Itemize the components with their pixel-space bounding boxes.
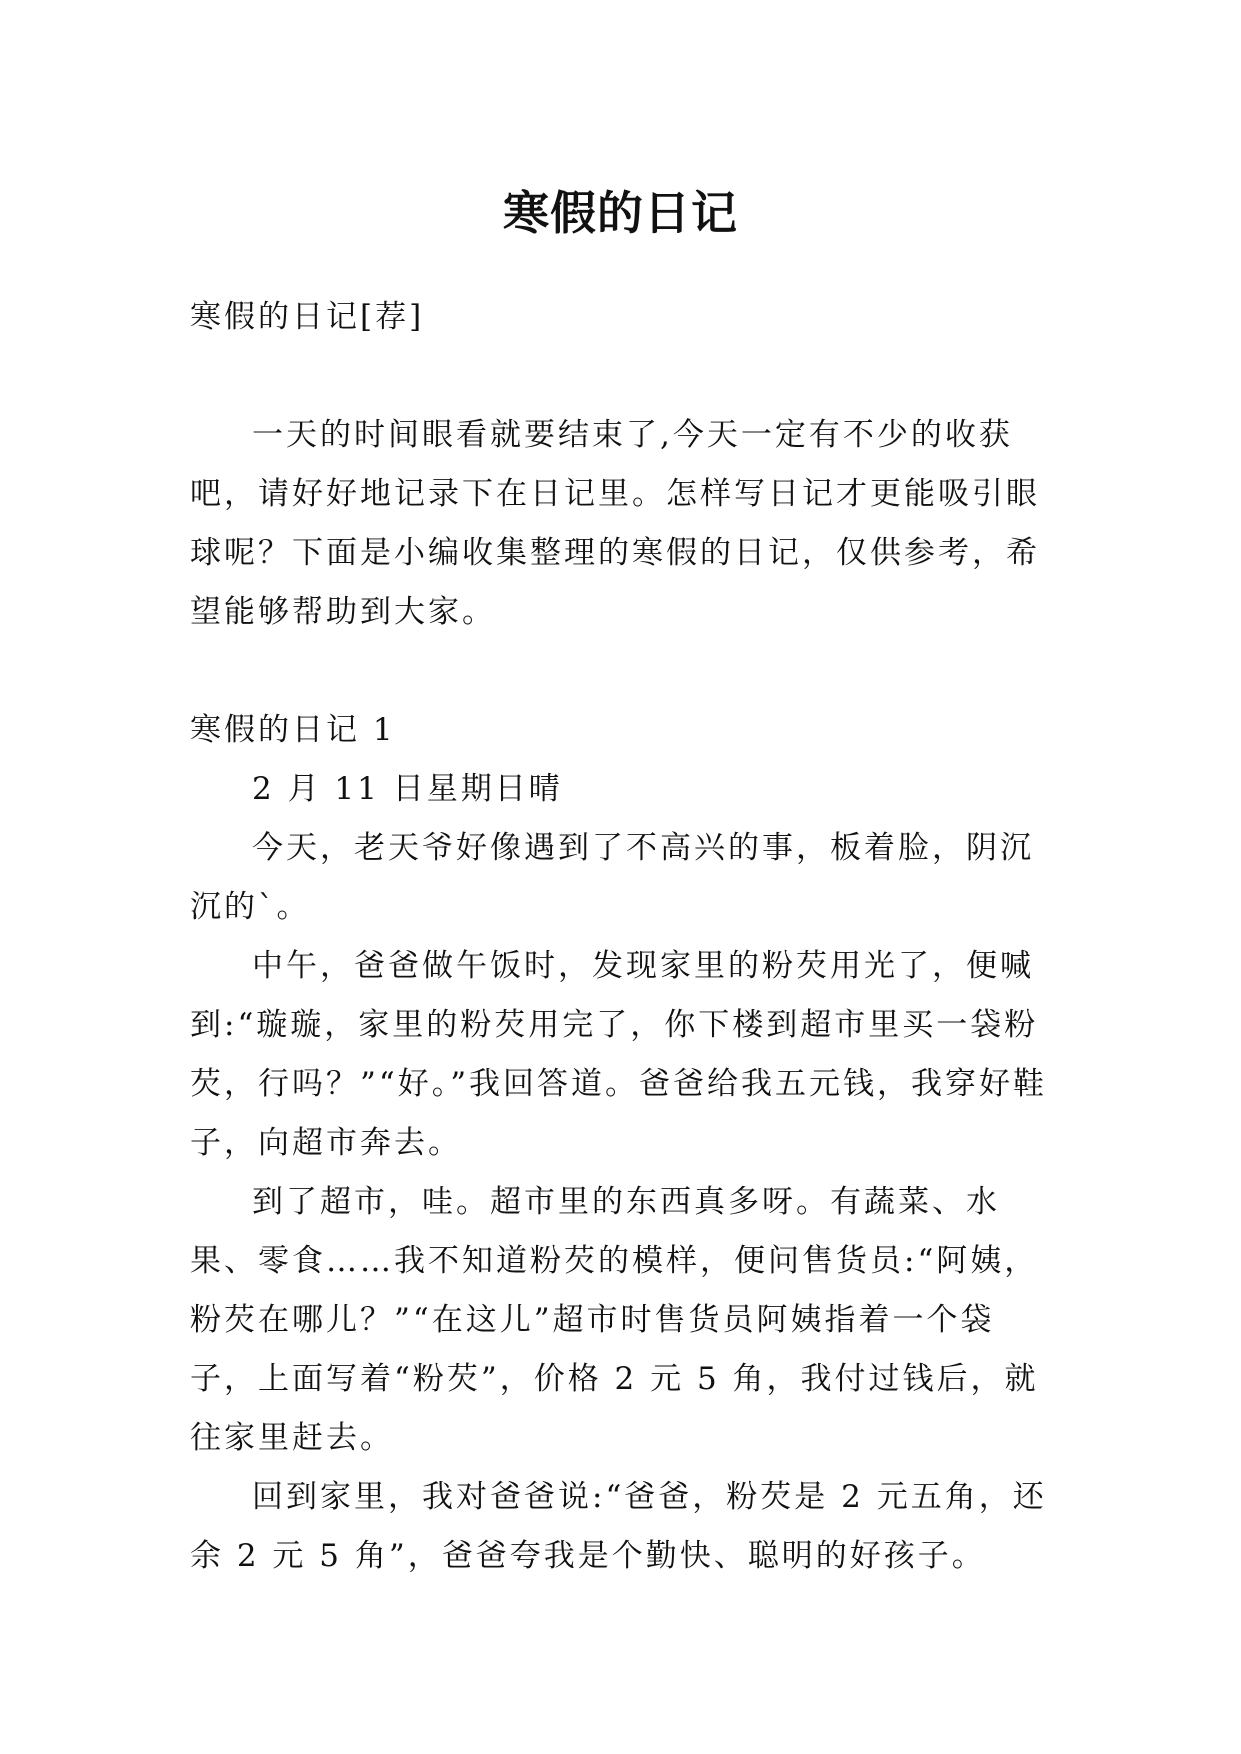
- spacer: [190, 642, 1060, 701]
- section-heading: 寒假的日记 1: [190, 712, 396, 748]
- document-body: [190, 288, 1060, 1586]
- document-subtitle: 寒假的日记[荐]: [190, 299, 425, 335]
- body-paragraph: 今天，老天爷好像遇到了不高兴的事，板着脸，阴沉沉的`。: [190, 830, 1034, 925]
- body-paragraph: 回到家里，我对爸爸说:“爸爸，粉芡是 2 元五角，还余 2 元 5 角”，爸爸夸我是个勤快、聪明的好孩子。: [190, 1479, 1047, 1574]
- spacer: [190, 347, 1060, 406]
- body-paragraph: 到了超市，哇。超市里的东西真多呀。有蔬菜、水果、零食……我不知道粉芡的模样，便问售货员:“阿姨，粉芡在哪儿？”“在这儿”超市时售货员阿姨指着一个袋子，上面写着“粉芡”，价格 2 元 5 角，我付过钱后，就往家里赶去。: [190, 1184, 1039, 1456]
- date-line: 2 月 11 日星期日晴: [252, 771, 563, 807]
- document-title: 寒假的日记: [503, 185, 738, 240]
- intro-paragraph: 一天的时间眼看就要结束了,今天一定有不少的收获吧，请好好地记录下在日记里。怎样写日记才更能吸引眼球呢？下面是小编收集整理的寒假的日记，仅供参考，希望能够帮助到大家。: [190, 417, 1040, 630]
- body-paragraph: 中午，爸爸做午饭时，发现家里的粉芡用光了，便喊到:“璇璇，家里的粉芡用完了，你下楼到超市里买一袋粉芡，行吗？”“好。”我回答道。爸爸给我五元钱，我穿好鞋子，向超市奔去。: [190, 948, 1048, 1161]
